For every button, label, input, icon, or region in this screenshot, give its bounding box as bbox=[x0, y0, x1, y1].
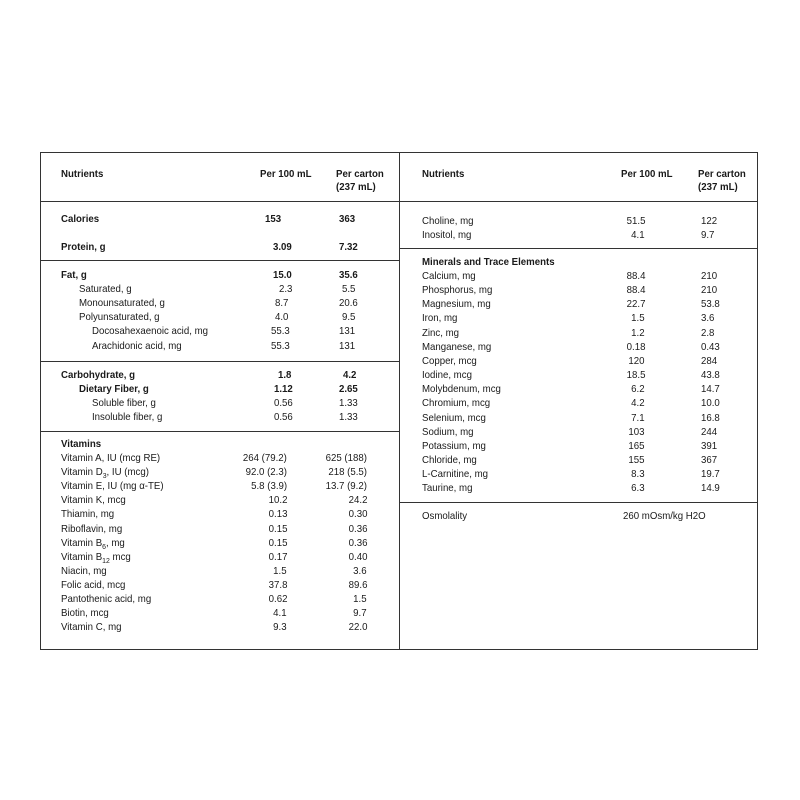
mineral-row-per100: 7.1 bbox=[631, 411, 645, 424]
vitamin-row-label: Vitamin A, IU (mcg RE) bbox=[61, 452, 161, 464]
insoluble-fiber-percarton: 1.33 bbox=[339, 411, 358, 423]
mineral-row-percarton: 0.43 bbox=[701, 340, 720, 353]
vitamin-row-percarton: 625 (188) bbox=[325, 452, 367, 464]
mineral-row-label: Iodine, mcg bbox=[422, 369, 472, 382]
vitamin-name: Vitamin B bbox=[61, 536, 103, 549]
vitamin-row-percarton: 22.0 bbox=[348, 621, 367, 634]
vitamin-row-label bbox=[61, 537, 125, 550]
vitamin-row-per100: 92.0 (2.3) bbox=[245, 466, 287, 479]
saturated-percarton: 5.5 bbox=[342, 283, 356, 295]
mineral-row-percarton: 367 bbox=[701, 453, 718, 466]
mineral-row-per100: 1.2 bbox=[631, 326, 645, 339]
mineral-row-label: L-Carnitine, mg bbox=[422, 468, 489, 481]
mineral-row-label: Sodium, mg bbox=[422, 425, 474, 438]
mineral-row-percarton: 210 bbox=[701, 270, 718, 282]
mineral-row-per100: 155 bbox=[628, 453, 645, 466]
mineral-row-per100: 6.3 bbox=[631, 482, 645, 495]
left-header-per100: Per 100 mL bbox=[260, 168, 312, 180]
vitamin-row-label bbox=[61, 551, 131, 564]
mineral-row-per100: 0.18 bbox=[626, 340, 645, 353]
mineral-row-per100: 88.4 bbox=[626, 270, 645, 282]
mineral-row-per100: 8.3 bbox=[631, 468, 645, 481]
protein-percarton: 7.32 bbox=[339, 241, 358, 253]
vitamin-row-per100: 4.1 bbox=[273, 607, 287, 620]
vitamin-row-label: Pantothenic acid, mg bbox=[61, 593, 152, 605]
arachidonic-per100: 55.3 bbox=[271, 340, 290, 352]
vitamin-name: Vitamin D bbox=[61, 466, 103, 479]
left-header-percarton-sub: (237 mL) bbox=[336, 181, 376, 193]
osmolality-section-rule bbox=[400, 502, 758, 503]
right-header-percarton: Per carton bbox=[698, 168, 746, 180]
monounsaturated-label: Monounsaturated, g bbox=[79, 297, 165, 309]
vitamin-row-label: Vitamin K, mcg bbox=[61, 494, 126, 507]
vitamin-row-percarton: 3.6 bbox=[353, 564, 367, 577]
nutrition-table bbox=[40, 152, 758, 650]
mineral-row-per100: 88.4 bbox=[626, 284, 645, 297]
right-row-label: Choline, mg bbox=[422, 215, 474, 227]
dha-per100: 55.3 bbox=[271, 325, 290, 337]
vitamin-row-label: Niacin, mg bbox=[61, 564, 107, 577]
mineral-row-per100: 6.2 bbox=[631, 383, 645, 396]
dietary-fiber-percarton: 2.65 bbox=[339, 383, 358, 395]
mineral-row-label: Zinc, mg bbox=[422, 326, 460, 339]
vitamin-row-label: Thiamin, mg bbox=[61, 508, 115, 521]
mineral-row-percarton: 53.8 bbox=[701, 298, 720, 311]
mineral-row-label: Phosphorus, mg bbox=[422, 284, 493, 297]
vitamin-row-per100: 9.3 bbox=[273, 621, 287, 634]
mineral-row-percarton: 14.9 bbox=[701, 482, 720, 495]
vitamin-subscript: 12 bbox=[102, 555, 110, 565]
polyunsaturated-label: Polyunsaturated, g bbox=[79, 311, 160, 323]
mineral-row-percarton: 3.6 bbox=[701, 312, 715, 325]
vitamin-row-label: Biotin, mcg bbox=[61, 607, 109, 620]
vitamin-row-label: Vitamin E, IU (mg α-TE) bbox=[61, 480, 164, 493]
minerals-section-rule bbox=[400, 248, 758, 249]
vitamin-row-percarton: 24.2 bbox=[348, 494, 367, 507]
saturated-label: Saturated, g bbox=[79, 283, 132, 295]
vitamin-row-percarton: 0.40 bbox=[348, 550, 367, 563]
vitamin-subscript: 3 bbox=[102, 471, 107, 481]
monounsaturated-per100: 8.7 bbox=[275, 297, 289, 309]
right-header-percarton-sub: (237 mL) bbox=[698, 181, 738, 193]
right-row-per100: 51.5 bbox=[626, 215, 645, 227]
right-row-percarton: 122 bbox=[701, 215, 718, 227]
vitamin-row-percarton: 0.36 bbox=[348, 536, 367, 549]
vitamin-row-label: Vitamin C, mg bbox=[61, 621, 122, 634]
vitamin-name: Vitamin B bbox=[61, 550, 103, 563]
soluble-fiber-percarton: 1.33 bbox=[339, 397, 358, 409]
vitamin-row-percarton: 89.6 bbox=[348, 578, 367, 591]
vitamin-unit: , IU (mcg) bbox=[106, 466, 149, 479]
vitamin-row-percarton: 0.30 bbox=[348, 508, 367, 521]
fat-label: Fat, g bbox=[61, 269, 87, 281]
vitamin-row-per100: 10.2 bbox=[268, 494, 287, 507]
calories-per100: 153 bbox=[265, 213, 282, 225]
polyunsaturated-per100: 4.0 bbox=[275, 311, 289, 323]
mineral-row-label: Magnesium, mg bbox=[422, 298, 491, 311]
vitamins-section-rule bbox=[41, 431, 399, 432]
vitamin-unit: mcg bbox=[109, 550, 131, 563]
dietary-fiber-per100: 1.12 bbox=[274, 383, 293, 395]
carb-section-rule bbox=[41, 361, 399, 362]
dha-percarton: 131 bbox=[339, 325, 356, 337]
right-header-per100: Per 100 mL bbox=[621, 168, 673, 180]
dha-label: Docosahexaenoic acid, mg bbox=[92, 325, 208, 337]
carbohydrate-label: Carbohydrate, g bbox=[61, 369, 136, 381]
vitamin-subscript: 6 bbox=[102, 541, 107, 551]
vitamin-row-per100: 1.5 bbox=[273, 564, 287, 577]
insoluble-fiber-per100: 0.56 bbox=[274, 411, 293, 423]
calories-label: Calories bbox=[61, 213, 100, 225]
mineral-row-per100: 103 bbox=[628, 425, 645, 438]
osmolality-value: 260 mOsm/kg H2O bbox=[623, 510, 706, 522]
fat-percarton: 35.6 bbox=[339, 269, 358, 281]
vitamin-row-percarton: 0.36 bbox=[348, 522, 367, 535]
mineral-row-label: Manganese, mg bbox=[422, 340, 492, 353]
vitamin-row-label: Folic acid, mcg bbox=[61, 578, 126, 591]
minerals-title: Minerals and Trace Elements bbox=[422, 256, 555, 268]
dietary-fiber-label: Dietary Fiber, g bbox=[79, 383, 149, 395]
vitamin-row-per100: 5.8 (3.9) bbox=[251, 480, 287, 493]
fat-section-rule bbox=[41, 260, 399, 261]
monounsaturated-percarton: 20.6 bbox=[339, 297, 358, 309]
vitamin-row-percarton: 218 (5.5) bbox=[328, 466, 367, 479]
mineral-row-per100: 165 bbox=[628, 439, 645, 452]
right-header-nutrients: Nutrients bbox=[422, 168, 465, 180]
mineral-row-label: Molybdenum, mcg bbox=[422, 383, 501, 396]
vitamin-row-percarton: 9.7 bbox=[353, 607, 367, 620]
carbohydrate-per100: 1.8 bbox=[278, 369, 292, 381]
vitamin-row-per100: 0.15 bbox=[268, 522, 287, 535]
left-header-nutrients: Nutrients bbox=[61, 168, 104, 180]
mineral-row-percarton: 10.0 bbox=[701, 397, 720, 410]
right-row-percarton: 9.7 bbox=[701, 229, 715, 241]
mineral-row-percarton: 2.8 bbox=[701, 326, 715, 339]
vitamin-row-per100: 264 (79.2) bbox=[242, 452, 287, 464]
mineral-row-label: Taurine, mg bbox=[422, 482, 473, 495]
soluble-fiber-per100: 0.56 bbox=[274, 397, 293, 409]
mineral-row-per100: 22.7 bbox=[626, 298, 645, 311]
mineral-row-label: Iron, mg bbox=[422, 312, 458, 325]
vitamin-unit: , mg bbox=[106, 536, 125, 549]
osmolality-label: Osmolality bbox=[422, 510, 468, 522]
mineral-row-label: Chloride, mg bbox=[422, 453, 477, 466]
mineral-row-label: Calcium, mg bbox=[422, 270, 476, 282]
mineral-row-label: Selenium, mcg bbox=[422, 411, 486, 424]
vitamin-row-label: Riboflavin, mg bbox=[61, 522, 123, 535]
right-row-label: Inositol, mg bbox=[422, 229, 472, 241]
vitamin-row-label bbox=[61, 466, 149, 479]
right-header-rule bbox=[400, 201, 758, 202]
mineral-row-label: Potassium, mg bbox=[422, 439, 486, 452]
mineral-row-per100: 4.2 bbox=[631, 397, 645, 410]
vitamins-title: Vitamins bbox=[61, 438, 102, 450]
mineral-row-percarton: 210 bbox=[701, 284, 718, 297]
arachidonic-percarton: 131 bbox=[339, 340, 356, 352]
mineral-row-percarton: 19.7 bbox=[701, 468, 720, 481]
vitamin-row-per100: 0.13 bbox=[268, 508, 287, 521]
vitamin-row-per100: 0.17 bbox=[268, 550, 287, 563]
soluble-fiber-label: Soluble fiber, g bbox=[92, 397, 156, 409]
arachidonic-label: Arachidonic acid, mg bbox=[92, 340, 182, 352]
mineral-row-percarton: 284 bbox=[701, 354, 718, 367]
mineral-row-label: Copper, mcg bbox=[422, 354, 477, 367]
mineral-row-percarton: 43.8 bbox=[701, 369, 720, 382]
carbohydrate-percarton: 4.2 bbox=[343, 369, 357, 381]
vitamin-row-per100: 0.15 bbox=[268, 536, 287, 549]
mineral-row-per100: 18.5 bbox=[626, 369, 645, 382]
mineral-row-per100: 1.5 bbox=[631, 312, 645, 325]
saturated-per100: 2.3 bbox=[279, 283, 293, 295]
mineral-row-label: Chromium, mcg bbox=[422, 397, 491, 410]
vitamin-row-per100: 37.8 bbox=[268, 578, 287, 591]
mineral-row-percarton: 14.7 bbox=[701, 383, 720, 396]
left-header-rule bbox=[41, 201, 399, 202]
protein-per100: 3.09 bbox=[273, 241, 292, 253]
fat-per100: 15.0 bbox=[273, 269, 292, 281]
left-header-percarton: Per carton bbox=[336, 168, 384, 180]
right-row-per100: 4.1 bbox=[631, 229, 645, 241]
vitamin-row-per100: 0.62 bbox=[268, 593, 287, 605]
insoluble-fiber-label: Insoluble fiber, g bbox=[92, 411, 163, 423]
mineral-row-percarton: 16.8 bbox=[701, 411, 720, 424]
mineral-row-percarton: 244 bbox=[701, 425, 718, 438]
mineral-row-percarton: 391 bbox=[701, 439, 718, 452]
polyunsaturated-percarton: 9.5 bbox=[342, 311, 356, 323]
column-divider bbox=[399, 153, 400, 649]
calories-percarton: 363 bbox=[339, 213, 356, 225]
mineral-row-per100: 120 bbox=[628, 354, 645, 367]
vitamin-row-percarton: 13.7 (9.2) bbox=[325, 480, 367, 493]
vitamin-row-percarton: 1.5 bbox=[353, 593, 367, 605]
protein-label: Protein, g bbox=[61, 241, 106, 253]
